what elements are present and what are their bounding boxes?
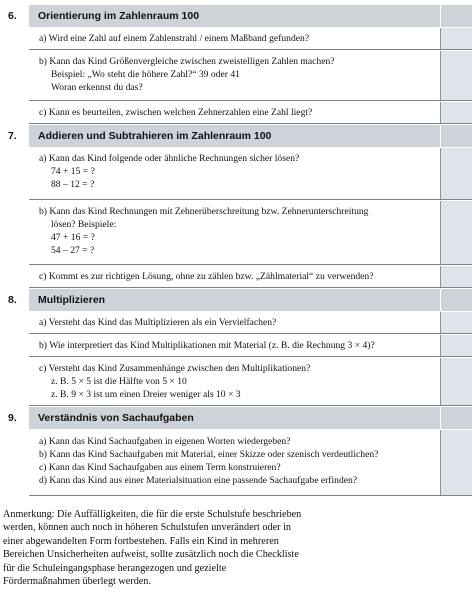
section-number: 9. (8, 412, 17, 424)
item-text: 54 – 27 = ? (51, 245, 95, 256)
section-number: 8. (8, 294, 17, 306)
item-text: b) Kann das Kind Größenvergleiche zwischen zweistelligen Zahlen machen? (39, 56, 335, 67)
checkbox-column (440, 289, 472, 311)
checkbox-column (440, 407, 472, 429)
check-cell[interactable] (440, 28, 472, 50)
remark-line: werden, können auch noch in höheren Schulstufen unverändert oder in (3, 522, 291, 534)
section-number: 6. (8, 10, 17, 22)
check-cell[interactable] (440, 148, 472, 200)
item-text: 88 – 12 = ? (51, 179, 95, 190)
check-cell[interactable] (440, 430, 472, 496)
item-text: Beispiel: „Wo steht die höhere Zahl?“ 39 oder 41 (51, 69, 240, 80)
check-cell[interactable] (440, 312, 472, 334)
item-text: c) Kann das Kind Sachaufgaben aus einem Term konstruieren? (39, 462, 281, 473)
checklist-item (0, 51, 472, 101)
item-text: a) Kann das Kind Sachaufgaben in eigenen Worten wiedergeben? (39, 436, 291, 447)
item-text: c) Kann es beurteilen, zwischen welchen Zehnerzahlen eine Zahl liegt? (39, 107, 313, 118)
checklist-item (0, 102, 472, 124)
remark-line: Anmerkung: Die Auffälligkeiten, die für die erste Schulstufe beschrieben (3, 509, 302, 520)
section-title: Verständnis von Sachaufgaben (29, 407, 440, 429)
section-title: Addieren und Subtrahieren im Zahlenraum 100 (29, 125, 440, 147)
item-text: Woran erkennst du das? (51, 82, 143, 93)
item-text: a) Versteht das Kind das Multiplizieren als ein Vervielfachen? (39, 317, 277, 328)
checklist-item (0, 148, 472, 200)
check-cell[interactable] (440, 335, 472, 357)
item-text: c) Kommt es zur richtigen Lösung, ohne zu zählen bzw. „Zählmaterial“ zu verwenden? (39, 271, 374, 282)
section-title: Orientierung im Zahlenraum 100 (29, 5, 440, 27)
check-cell[interactable] (440, 201, 472, 265)
checklist-item (0, 358, 472, 406)
checkbox-column (440, 125, 472, 147)
remark-line: Bereichen Unsicherheiten aufweist, sollte zusätzlich noch die Checkliste (3, 549, 299, 561)
section-number: 7. (8, 130, 17, 142)
item-text: b) Kann das Kind Sachaufgaben mit Material, einer Skizze oder szenisch verdeutlichen? (39, 449, 379, 460)
remark-paragraph (3, 508, 363, 588)
item-text: z. B. 5 × 5 ist die Hälfte von 5 × 10 (51, 376, 187, 387)
remark-line: einer abgewandelten Form fortbestehen. Falls ein Kind in mehreren (3, 535, 279, 547)
check-cell[interactable] (440, 358, 472, 406)
checkbox-column (440, 5, 472, 27)
item-text: 47 + 16 = ? (51, 232, 95, 243)
section-7-header (0, 125, 472, 147)
section-6-header (0, 5, 472, 27)
section-8-header (0, 289, 472, 311)
checklist-item (0, 201, 472, 265)
section-title: Multiplizieren (29, 289, 440, 311)
section-9-header (0, 407, 472, 429)
checklist-item (0, 335, 472, 357)
item-text: a) Kann das Kind folgende oder ähnliche Rechnungen sicher lösen? (39, 153, 300, 164)
checklist-item (0, 266, 472, 288)
item-text: c) Versteht das Kind Zusammenhänge zwischen den Multiplikationen? (39, 363, 311, 374)
item-text: b) Wie interpretiert das Kind Multiplikationen mit Material (z. B. die Rechnung 3 × 4)? (39, 340, 375, 351)
item-text: 74 + 15 = ? (51, 166, 95, 177)
remark-line: Fördermaßnahmen überlegt werden. (3, 576, 151, 588)
checklist-item (0, 430, 472, 496)
checklist-item (0, 28, 472, 50)
item-text: b) Kann das Kind Rechnungen mit Zehnerüberschreitung bzw. Zehnerunterschreitung (39, 206, 369, 217)
check-cell[interactable] (440, 102, 472, 124)
item-text: lösen? Beispiele: (51, 219, 117, 230)
check-cell[interactable] (440, 266, 472, 288)
item-text: d) Kann das Kind aus einer Materialsituation eine passende Sachaufgabe erfinden? (39, 475, 358, 486)
remark-line: für die Schuleingangsphase herangezogen und gezielte (3, 562, 227, 574)
item-text: a) Wird eine Zahl auf einem Zahlenstrahl / einem Maßband gefunden? (39, 33, 310, 44)
item-text: z. B. 9 × 3 ist um einen Dreier weniger als 10 × 3 (51, 389, 241, 400)
checklist-item (0, 312, 472, 334)
check-cell[interactable] (440, 51, 472, 101)
